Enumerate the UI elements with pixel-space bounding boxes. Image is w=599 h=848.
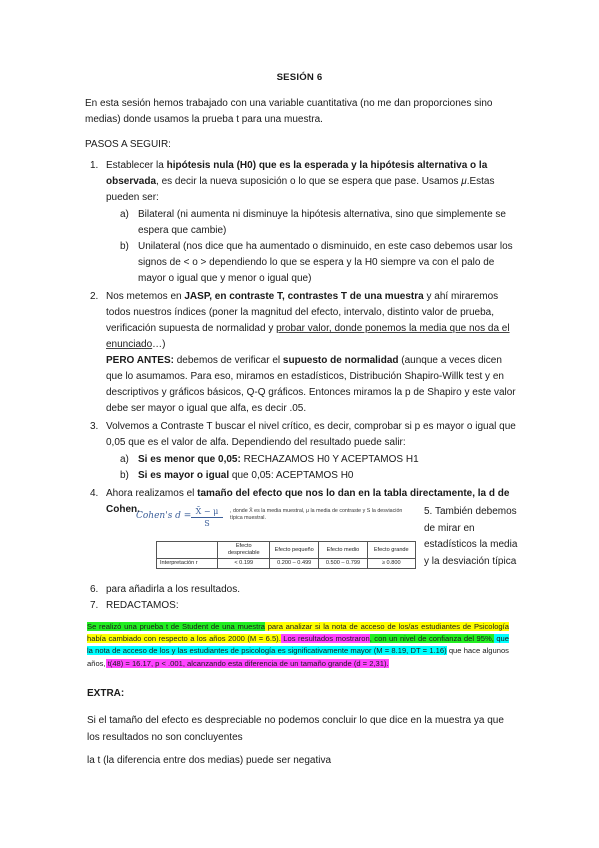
step-1-sublist — [106, 207, 516, 287]
extra-heading: EXTRA: — [87, 688, 125, 699]
highlight-magenta: Los resultados mostraron — [280, 634, 370, 644]
plain-text: que hace algunos años, — [87, 646, 509, 668]
highlight-magenta: t(48) = 16.17, p < .001, alcanzando esta diferencia de un tamaño grande (d = 2,31). — [105, 658, 389, 668]
table-cell: Interpretación r — [157, 559, 218, 569]
mu-symbol: μ — [461, 176, 467, 187]
table-header: Efecto medio — [319, 542, 367, 559]
highlight-green: Se realizó una prueba t de Student de una muestra — [87, 622, 265, 631]
fraction-numerator: X̄ − μ — [195, 507, 219, 516]
supuesto-normalidad: supuesto de normalidad — [282, 355, 399, 366]
sub-item-menor: a) Si es menor que 0,05: RECHAZAMOS H0 Y ACEPTAMOS H1 — [120, 454, 419, 465]
cohen-interpretation-table — [156, 541, 416, 569]
steps-list — [90, 158, 516, 520]
table-cell: 0.200 – 0.499 — [270, 559, 319, 569]
step-5-side-text: 5. También debemos de mirar en estadísticos la media y la desviación típica — [424, 506, 518, 567]
table-header: Efecto despreciable — [218, 542, 270, 559]
underlined-text: probar valor, donde ponemos la media que nos da el enunciado — [106, 323, 510, 350]
step-1-bold: hipótesis nula (H0) que es la esperada y la hipótesis alternativa o la observada — [106, 160, 488, 187]
table-cell: 0.500 – 0.799 — [319, 559, 367, 569]
fraction-denominator: S — [204, 519, 210, 528]
extra-paragraph-2: la t (la diferencia entre dos medias) puede ser negativa — [87, 755, 332, 766]
page-title: SESIÓN 6 — [276, 72, 323, 83]
step-1: 1. Establecer la hipótesis nula (H0) que es la esperada y la hipótesis alternativa o la observada, es decir la nueva suposición o lo que se espera que pase. Usamos μ.Estas pueden ser: a) Bilateral (ni aumenta ni disminuye la hipótesis alternativa, sino que simplemente se espera que cambie) b) Unilateral (nos dice que ha aumentado o disminuido, en este caso debemos usar los signos de < o > dependiendo lo que se espera y la H0 siempre va con el palo de mayor o igual que y menor o igual que) — [106, 158, 516, 287]
highlight-green: , con un nivel de confianza del 95%, — [369, 634, 494, 644]
steps-list-tail — [90, 582, 240, 614]
table-header-row — [157, 542, 416, 559]
step-2-bold: JASP, en contraste T, contrastes T de una muestra — [184, 291, 424, 302]
sub-item-mayor: b) Si es mayor o igual que 0,05: ACEPTAMOS H0 — [120, 470, 354, 481]
highlight-cyan: que la nota de acceso de los y las estudiantes de psicología es significativamente mayor (M = 8.19, DT = 1.16) — [87, 634, 510, 656]
sub-item-unilateral: b) Unilateral (nos dice que ha aumentado o disminuido, en este caso debemos usar los signos de < o > dependiendo lo que se espera y la H0 siempre va con el palo de mayor o igual que y menor o igual que) — [120, 241, 513, 284]
step-4-bold: tamaño del efecto que nos lo dan en la tabla directamente, la d de Cohen. — [106, 488, 510, 515]
step-3: 3. Volvemos a Contraste T buscar el nivel crítico, es decir, comprobar si p es mayor o igual que 0,05 que es el valor de alfa. Dependiendo del resultado puede salir: a) Si es menor que 0,05: RECHAZAMOS H0 Y ACEPTAMOS H1 b) Si es mayor o igual que 0,05: ACEPTAMOS H0 — [106, 419, 516, 484]
table-header — [157, 542, 218, 559]
table-header: Efecto pequeño — [270, 542, 319, 559]
highlight-yellow: para analizar si la nota de acceso de los/as estudiantes de Psicología había cambiado con respecto a los años 2000 (M = 6.5). — [87, 622, 509, 644]
results-paragraph — [87, 621, 509, 670]
intro-paragraph: En esta sesión hemos trabajado con una variable cuantitativa (no me dan proporciones sino medias) donde usamos la prueba t para una muestra. — [85, 98, 493, 125]
step-2: 2. Nos metemos en JASP, en contraste T, contrastes T de una muestra y ahí miraremos todos nuestros índices (poner la magnitud del efecto, intervalo, distinto valor de prueba, verificación supuesta de normalidad y probar valor, donde ponemos la media que nos da el enunciado…) PERO ANTES: debemos de verificar el supuesto de normalidad (aunque a veces dicen que lo asumamos. Para eso, miramos en estadísticos, Distribución Shapiro-Willk test y en descriptivos y gráficos básicos, Q-Q gráficos. Entonces miramos la p de Shapiro y este valor debe ser mayor o igual que alfa, es decir .05. — [90, 291, 516, 414]
table-cell: ≥ 0.800 — [367, 559, 415, 569]
fraction-bar — [191, 517, 223, 518]
step-number: 4. — [90, 488, 99, 499]
cohen-formula-label: Cohen's d = — [136, 511, 192, 521]
cohen-fraction — [191, 507, 223, 528]
step-number: 2. — [90, 291, 99, 302]
cohen-d-figure — [136, 507, 416, 577]
table-header: Efecto grande — [367, 542, 415, 559]
step-6: 6. para añadirla a los resultados. — [90, 584, 240, 595]
extra-paragraph-1: Si el tamaño del efecto es despreciable no podemos concluir lo que dice en la muestra ya que los resultados no son concluyentes — [87, 715, 504, 743]
sub-item-bilateral: a) Bilateral (ni aumenta ni disminuye la hipótesis alternativa, sino que simplemente se espera que cambie) — [120, 209, 506, 236]
step-number: 1. — [90, 160, 99, 171]
pero-antes-label: PERO ANTES: — [106, 355, 174, 366]
cohen-note: , donde X̄ es la media muestral, μ la media de contraste y S la desviación típica muestral. — [230, 508, 403, 521]
step-4: 4. Ahora realizamos el tamaño del efecto que nos lo dan en la tabla directamente, la d de Cohen. — [90, 488, 510, 515]
pasos-heading: PASOS A SEGUIR: — [85, 139, 171, 150]
table-cell: < 0.199 — [218, 559, 270, 569]
table-row — [157, 559, 416, 569]
step-3-sublist — [106, 452, 516, 484]
step-7: 7. REDACTAMOS: — [90, 600, 179, 611]
step-number: 3. — [90, 421, 99, 432]
